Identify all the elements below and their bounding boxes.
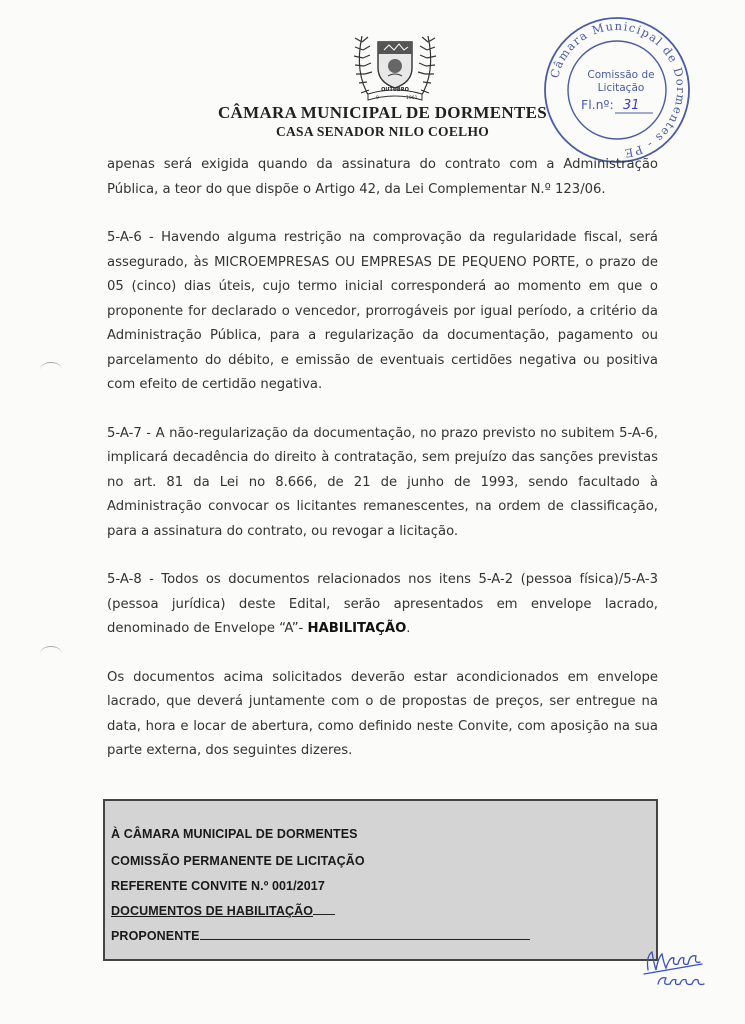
envelope-documents-label: DOCUMENTOS DE HABILITAÇÃO [111,904,314,918]
stamp-line-2: Licitação [597,82,645,94]
crest-year: 1961 [406,96,418,101]
envelope-label-box [103,799,658,961]
envelope-line-proponent [111,929,530,943]
envelope-line-documents [111,904,335,918]
punch-hole-mark [40,646,62,661]
proponent-blank-line [200,929,530,940]
stamp-line-1: Comissão de [587,69,655,81]
stamp-folio-value: 31 [623,98,640,113]
envelope-line-reference: REFERENTE CONVITE N.º 001/2017 [111,879,325,893]
commission-stamp [541,14,693,166]
stamp-ring-text: Câmara Municipal de Dormentes - PE [547,18,689,161]
paragraph-envelope-instructions: Os documentos acima solicitados deverão estar acondicionados em envelope lacrado, que deverá juntamente com o de propostas de preços, ser entregue na data, hora e locar de abertura, como definido neste Convite, com aposição na sua parte externa, dos seguintes dizeres. [107,669,658,758]
handwritten-signature [640,928,730,998]
paragraph-5-a-8 [107,568,658,642]
paragraph-5-a-7: 5-A-7 - A não-regularização da documentação, no prazo previsto no subitem 5-A-6, implicará decadência do direito à contratação, sem prejuízo das sanções previstas no art. 81 da Lei no 8.666, de 21 de junho de 1993, sendo facultado à Administração convocar os licitantes remanescentes, na ordem de classificação, para a assinatura do contrato, ou revogar a licitação. [107,425,658,539]
institution-subtitle: CASA SENADOR NILO COELHO [275,124,490,139]
institution-title: CÂMARA MUNICIPAL DE DORMENTES [217,103,548,122]
envelope-proponent-label: PROPONENTE [111,929,200,943]
envelope-line-commission: COMISSÃO PERMANENTE DE LICITAÇÃO [111,854,365,868]
habilitacao-bold: HABILITAÇÃO [307,621,407,636]
paragraph-5-a-8-end: . [406,621,411,636]
crest-day: 9 [376,96,379,101]
crest-banner-text: OUTUBRO [381,87,409,93]
paragraph-5-a-8-text: 5-A-8 - Todos os documentos relacionados nos itens 5-A-2 (pessoa física)/5-A-3 (pessoa jurídica) deste Edital, serão apresentados em envelope lacrado, denominado de Envelope “A”- [107,572,658,636]
punch-hole-mark [40,362,62,377]
municipal-crest-logo [340,28,450,108]
stamp-folio-label: Fl.nº: [581,97,614,112]
paragraph-intro: apenas será exigida quando da assinatura do contrato com a Administração Pública, a teor do que dispõe o Artigo 42, da Lei Complementar N.º 123/06. [107,157,658,197]
envelope-line-addressee: À CÂMARA MUNICIPAL DE DORMENTES [111,827,358,841]
document-body [107,153,658,788]
paragraph-5-a-6: 5-A-6 - Havendo alguma restrição na comprovação da regularidade fiscal, será assegurado, às MICROEMPRESAS OU EMPRESAS DE PEQUENO PORTE, o prazo de 05 (cinco) dias úteis, cujo termo inicial corresponderá ao momento em que o proponente for declarado o vencedor, prorrogáveis por igual período, a critério da Administração Pública, para a regularização da documentação, pagamento ou parcelamento do débito, e emissão de eventuais certidões negativa ou positiva com efeito de certidão negativa. [107,230,658,392]
